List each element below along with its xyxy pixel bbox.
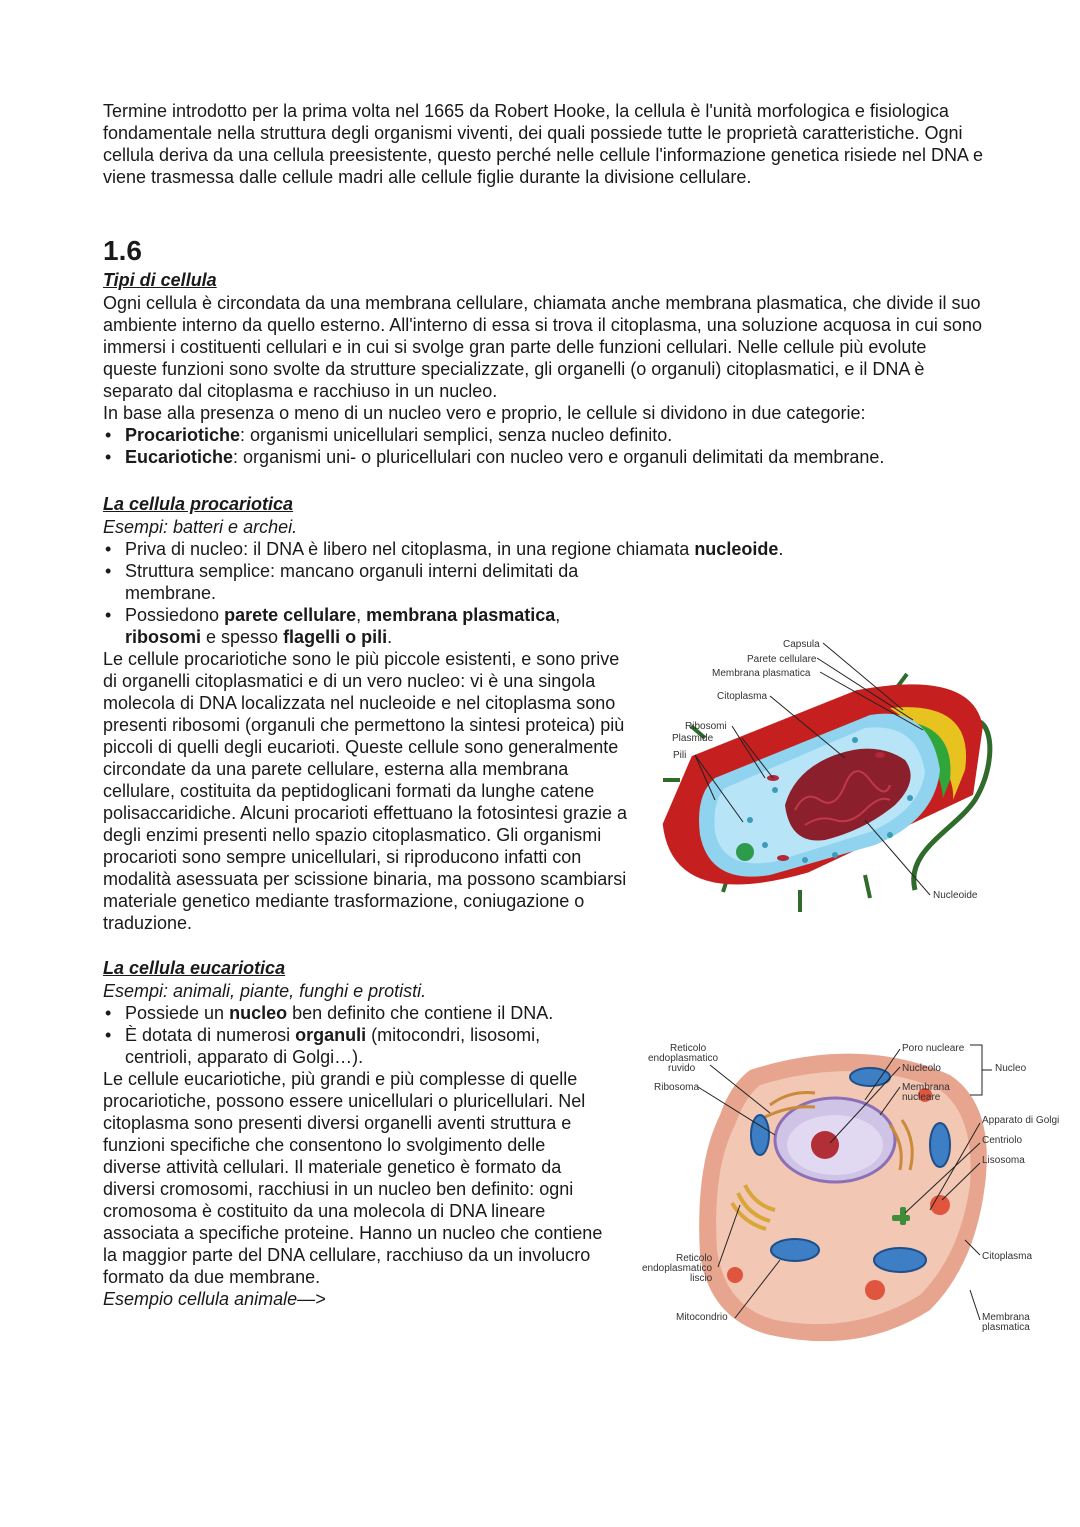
list-item: • Eucariotiche: organismi uni- o pluricellulari con nucleo vero e organuli delimitati da membrane.: [103, 446, 983, 468]
intro-paragraph: Termine introdotto per la prima volta nel 1665 da Robert Hooke, la cellula è l'unità morfologica e fisiologica fondamentale nella struttura degli organismi viventi, dei quali possiede tutte le proprietà caratteristiche. Ogni cellula deriva da una cellula preesistente, questo perché nelle cellule l'informazione genetica risiede nel DNA e viene trasmessa dalle cellule madri alle cellule figlie durante la divisione cellulare.: [103, 101, 983, 187]
label-membrana-nucleare-2: nucleare: [902, 1092, 941, 1103]
label-citoplasma: Citoplasma: [982, 1251, 1033, 1262]
label-rel-3: liscio: [690, 1273, 713, 1284]
label-rel-2: endoplasmatico: [642, 1263, 713, 1274]
label-capsula: Capsula: [783, 639, 820, 650]
prokaryote-diagram: [655, 630, 995, 920]
list-item: • Procariotiche: organismi unicellulari semplici, senza nucleo definito.: [103, 424, 983, 446]
label-poro: Poro nucleare: [902, 1043, 965, 1054]
label-membrana-nucleare-1: Membrana: [902, 1082, 950, 1093]
prokaryote-examples: Esempi: batteri e archei.: [103, 517, 298, 537]
list-item: • Struttura semplice: mancano organuli interni delimitati da membrane.: [103, 560, 635, 604]
label-ribosoma: Ribosoma: [654, 1082, 700, 1093]
label-nucleoide: Nucleoide: [933, 890, 978, 901]
label-rel-1: Reticolo: [676, 1253, 713, 1264]
list-item: • Priva di nucleo: il DNA è libero nel citoplasma, in una regione chiamata nucleoide.: [103, 538, 985, 560]
eukaryote-examples: Esempi: animali, piante, funghi e protisti.: [103, 981, 427, 1001]
label-membrana: Membrana plasmatica: [712, 668, 811, 679]
label-pili: Pili: [673, 750, 687, 761]
list-item: • Possiede un nucleo ben definito che contiene il DNA.: [103, 1002, 635, 1024]
nucleolus: [811, 1131, 839, 1159]
label-nucleolo: Nucleolo: [902, 1063, 941, 1074]
list-item: • È dotata di numerosi organuli (mitocondri, lisosomi, centrioli, apparato di Golgi…).: [103, 1024, 605, 1068]
list-item: • Possiedono parete cellulare, membrana plasmatica, ribosomi e spesso flagelli o pili.: [103, 604, 635, 648]
prokaryote-body: Le cellule procariotiche sono le più piccole esistenti, e sono prive di organelli citoplasmatici e di un vero nucleo: vi è una singola molecola di DNA localizzata nel nucleoide e nel citoplasma sono presenti ribosomi (organuli che permettono la sintesi proteica) più piccoli di quelli degli eucarioti. Queste cellule sono generalmente circondate da una parete cellulare, esterna alla membrana cellulare, costituita da peptidoglicani formati da lunghe catene polisaccaridiche. Alcuni procarioti effettuano la fotosintesi grazie a degli enzimi presenti nello spazio citoplasmatico. Gli organismi procarioti sono sempre unicellulari, si riproducono infatti con modalità asessuata per scissione binaria, ma possono scambiarsi materiale genetico mediante trasformazione, coniugazione o traduzione.: [103, 649, 627, 933]
section-body: Ogni cellula è circondata da una membrana cellulare, chiamata anche membrana plasmatica, che divide il suo ambiente interno da quello esterno. All'interno di essa si trova il citoplasma, una soluzione acquosa in cui sono immersi i costituenti cellulari e in cui si svolge gran parte delle funzioni cellulari. Nelle cellule più evolute queste funzioni sono svolte da strutture specializzate, gli organelli (o organuli) citoplasmatici, e il DNA è separato dal citoplasma e racchiuso in un nucleo.: [103, 293, 982, 401]
eukaryote-example-note: Esempio cellula animale—>: [103, 1289, 326, 1309]
label-plasmide: Plasmide: [672, 733, 714, 744]
label-membrana-plasmatica-2: plasmatica: [982, 1322, 1030, 1333]
granule: [736, 843, 754, 861]
label-lisosoma: Lisosoma: [982, 1155, 1025, 1166]
label-ribosomi: Ribosomi: [685, 721, 727, 732]
categories-intro: In base alla presenza o meno di un nucleo vero e proprio, le cellule si dividono in due categorie:: [103, 403, 866, 423]
section-number: 1.6: [103, 235, 142, 266]
label-rer-2: endoplasmatico: [648, 1053, 719, 1064]
label-parete: Parete cellulare: [747, 654, 817, 665]
label-membrana-plasmatica-1: Membrana: [982, 1312, 1030, 1323]
eukaryote-body: Le cellule eucariotiche, più grandi e più complesse di quelle procariotiche, possono essere unicellulari o pluricellulari. Nel citoplasma sono presenti diversi organelli aventi struttura e funzioni specifiche che consentono lo svolgimento delle diverse attività cellulari. Il materiale genetico è formato da diversi cromosomi, racchiusi in un nucleo ben definito: ogni cromosoma è costituito da una molecola di DNA lineare associata a specifiche proteine. Hanno un nucleo che contiene la maggior parte del DNA cellulare, racchiuso da un involucro formato da due membrane.: [103, 1069, 603, 1287]
prokaryote-title: La cellula procariotica: [103, 494, 294, 514]
label-rer-3: ruvido: [668, 1063, 696, 1074]
label-rer-1: Reticolo: [670, 1043, 707, 1054]
label-nucleo: Nucleo: [995, 1063, 1027, 1074]
label-golgi: Apparato di Golgi: [982, 1115, 1060, 1126]
label-centriolo: Centriolo: [982, 1135, 1023, 1146]
eukaryote-diagram: [640, 1035, 1070, 1355]
section-title: Tipi di cellula: [103, 270, 217, 290]
categories-list: [103, 424, 983, 468]
eukaryote-title: La cellula eucariotica: [103, 958, 286, 978]
label-citoplasma: Citoplasma: [717, 691, 768, 702]
label-mitocondrio: Mitocondrio: [676, 1312, 728, 1323]
